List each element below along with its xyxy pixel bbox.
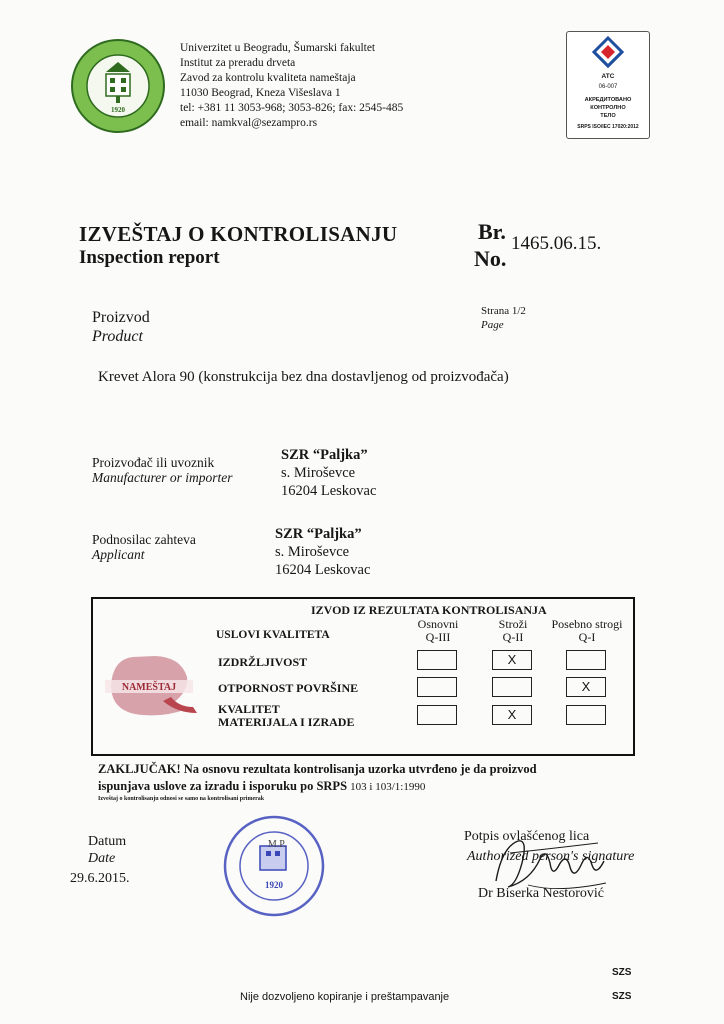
product-label-en: Product <box>92 328 143 345</box>
logo-year: 1920 <box>111 106 125 114</box>
report-number: 1465.06.15. <box>511 233 602 254</box>
institution-email: email: namkval@sezampro.rs <box>180 117 318 129</box>
column-q3: Osnovni Q-III <box>417 617 459 644</box>
namestaj-logo-text: NAMEŠTAJ <box>121 682 177 693</box>
conclusion-line1: ZAKLJUČAK! Na osnovu rezultata kontrolisanja uzorka utvrđeno je da proizvod <box>98 762 537 776</box>
atc-number: 06-007 <box>598 84 618 90</box>
row-label-surface: OTPORNOST POVRŠINE <box>218 681 359 695</box>
official-stamp <box>222 814 326 918</box>
stamp-year: 1920 <box>265 880 283 890</box>
atc-standard: SRPS ISO/IEC 17020:2012 <box>577 124 639 130</box>
institution-line: Univerzitet u Beogradu, Šumarski fakultet <box>180 42 376 54</box>
page-label-sr: Strana 1/2 <box>481 305 526 317</box>
result-cell: X <box>566 677 606 697</box>
result-cell: X <box>492 650 532 670</box>
result-cell <box>566 705 606 725</box>
report-title-en: Inspection report <box>79 247 220 268</box>
namestaj-quality-logo <box>103 651 203 721</box>
page-label-en: Page <box>481 319 504 331</box>
institution-line: 11030 Beograd, Kneza Višeslava 1 <box>180 87 341 99</box>
result-cell <box>417 705 457 725</box>
conclusion-note: Izveštaj o kontrolisanju odnosi se samo na kontrolisani primerak <box>98 796 265 802</box>
conclusion-line2: ispunjava uslove za izradu i isporuku po SRPS 103 i 103/1:1990 <box>98 779 426 793</box>
institution-address <box>180 41 403 131</box>
br-label: Br. <box>478 219 506 244</box>
date-label-sr: Datum <box>88 834 127 849</box>
date-value: 29.6.2015. <box>70 871 130 886</box>
institution-line: tel: +381 11 3053-968; 3053-826; fax: 2545-485 <box>180 102 404 114</box>
result-cell <box>417 650 457 670</box>
applicant-address: SZR “Paljka” s. Miroševce 16204 Leskovac <box>275 526 371 578</box>
result-cell <box>566 650 606 670</box>
manufacturer-label-sr: Proizvođač ili uvoznik <box>92 455 215 470</box>
szs-mark: SZS <box>612 991 632 1002</box>
accreditation-badge <box>566 31 650 139</box>
row-label-durability: IZDRŽLJIVOST <box>218 655 308 669</box>
atc-code: ATC <box>601 73 615 80</box>
row-label-quality: KVALITET MATERIJALA I IZRADE <box>218 702 355 729</box>
product-label-sr: Proizvod <box>92 309 150 326</box>
institution-line: Zavod za kontrolu kvaliteta nameštaja <box>180 72 356 84</box>
manufacturer-label-en: Manufacturer or importer <box>92 470 233 485</box>
conditions-label: USLOVI KVALITETA <box>216 629 330 641</box>
university-seal-logo <box>70 38 166 134</box>
copy-notice: Nije dozvoljeno kopiranje i preštampavanje <box>240 991 450 1003</box>
manufacturer-address: SZR “Paljka” s. Miroševce 16204 Leskovac <box>281 447 377 499</box>
column-q1: Posebno strogi Q-I <box>551 617 623 644</box>
applicant-label-sr: Podnosilac zahteva <box>92 532 196 547</box>
signatory-name: Dr Biserka Nestorović <box>478 886 604 901</box>
results-title: IZVOD IZ REZULTATA KONTROLISANJA <box>311 603 547 617</box>
institution-line: Institut za preradu drveta <box>180 57 296 69</box>
stamp-mp: M.P. <box>267 839 287 850</box>
applicant-label-en: Applicant <box>92 547 145 562</box>
product-value: Krevet Alora 90 (konstrukcija bez dna dostavljenog od proizvođača) <box>98 369 509 385</box>
result-cell <box>417 677 457 697</box>
no-label: No. <box>474 246 507 271</box>
result-cell: X <box>492 705 532 725</box>
report-title-sr: IZVEŠTAJ O KONTROLISANJU <box>79 222 398 246</box>
result-cell <box>492 677 532 697</box>
atc-text: АКРЕДИТОВАНО КОНТРОЛНО ТЕЛО <box>584 97 632 119</box>
column-q2: Stroži Q-II <box>498 617 528 644</box>
atc-logo-icon <box>589 36 627 72</box>
szs-mark: SZS <box>612 967 632 978</box>
conclusion-standard: 103 i 103/1:1990 <box>350 781 426 793</box>
results-box <box>91 597 635 756</box>
signature-label-sr: Potpis ovlašćenog lica <box>464 829 590 844</box>
date-label-en: Date <box>88 851 116 866</box>
signature-label-en: Authorized person's signature <box>467 849 635 864</box>
